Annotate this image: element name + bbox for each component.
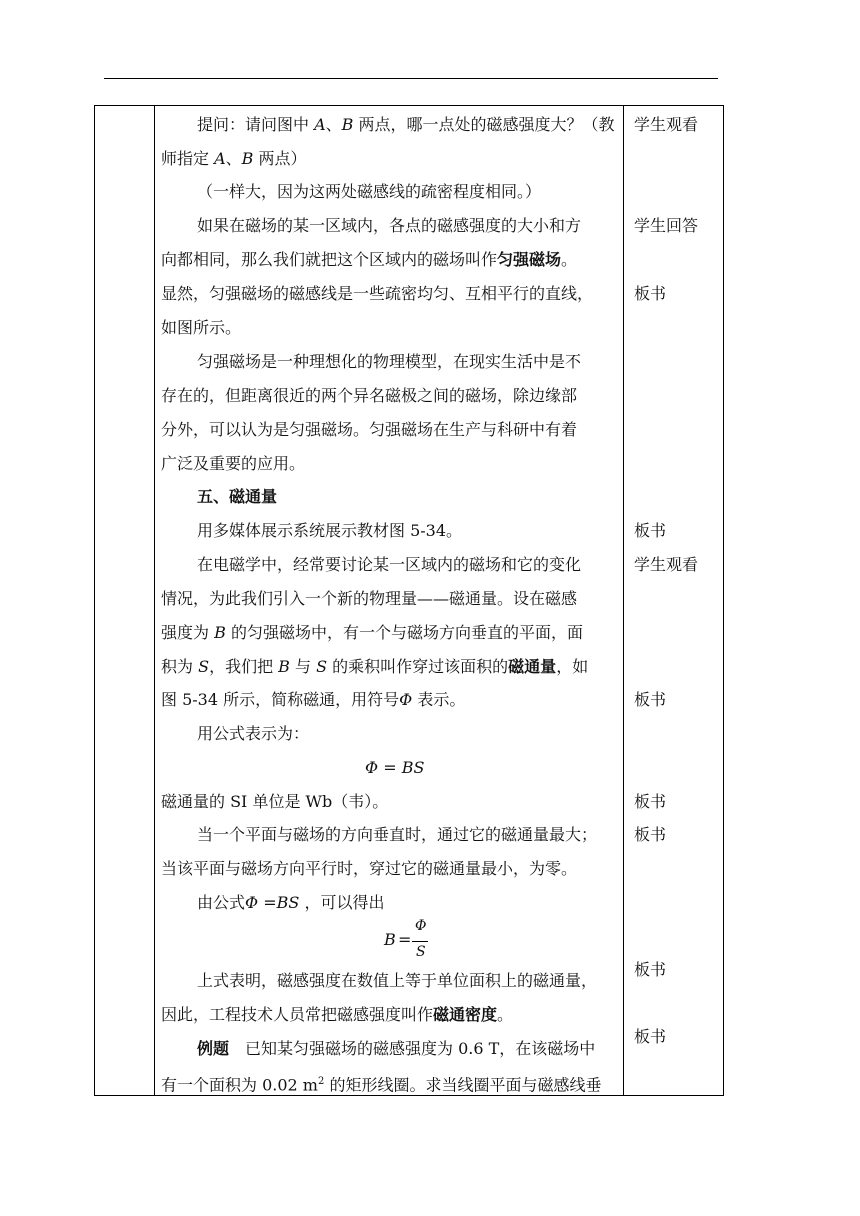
text-run: 表示。 [412,690,466,709]
example-line-1 [197,1039,595,1059]
symbol-phi: Φ [245,893,259,912]
activity-note: 学生观看 [634,555,699,574]
derive-line [197,893,384,913]
flux-line-1: 在电磁学中，经常要讨论某一区域内的磁场和它的变化 [197,555,582,574]
text-run: 积为 [161,657,199,676]
flux-density-formula [384,918,444,962]
flux-line-3 [161,623,583,643]
model-line-4: 广泛及重要的应用。 [161,454,306,473]
fraction-denominator: S [416,944,426,960]
header-rule [104,78,718,79]
text-run: 由公式 [197,893,246,912]
activity-note: 板书 [634,284,667,303]
question-line-1 [197,115,615,135]
activity-note: 板书 [634,690,667,709]
max-min-line-2: 当该平面与磁场方向平行时，穿过它的磁通量最小，为零。 [161,859,578,878]
flux-line-5 [161,690,465,710]
media-line: 用多媒体展示系统展示教材图 5-34。 [197,521,463,540]
fraction-bar [412,941,428,942]
text-run: 、 [225,149,242,168]
fraction-numerator: Φ [415,918,427,934]
flux-line-4 [161,657,588,677]
text-run: 的矩形线圈。求当线圈平面与磁感线垂 [324,1075,602,1095]
equals-sign: = [398,930,412,949]
text-run: 。 [497,1005,514,1024]
model-line-2: 存在的，但距离很近的两个异名磁极之间的磁场，除边缘部 [161,386,578,405]
activity-note: 学生观看 [634,115,699,134]
text-run: ，如 [556,657,589,676]
text-run: 师指定 [161,149,215,168]
text-run: 两点，哪一点处的磁感强度大？（教 [353,115,615,134]
model-line-1: 匀强磁场是一种理想化的物理模型，在现实生活中是不 [197,352,582,371]
term-flux-density: 磁通密度 [433,1005,498,1024]
symbol-phi: Φ [399,690,413,709]
uniform-field-line-1: 如果在磁场的某一区域内，各点的磁感强度的大小和方 [197,216,582,235]
symbol-s: S [316,657,328,676]
text-run: ，可以得出 [299,893,385,912]
uniform-field-line-3: 显然，匀强磁场的磁感线是一些疏密均匀、互相平行的直线， [161,284,594,303]
column-divider-2 [623,106,624,1095]
text-run: 提问：请问图中 [197,115,315,134]
text-run: 已知某匀强磁场的磁感强度为 0.6 T，在该磁场中 [229,1039,596,1058]
symbol-b: B [278,657,290,676]
formula-intro: 用公式表示为： [197,724,310,743]
question-line-2 [161,149,307,169]
point-a: A [214,149,226,168]
equals-sign: = [378,758,402,777]
text-run: 向都相同，那么我们就把这个区域内的磁场叫作 [161,250,498,269]
flux-line-2: 情况，为此我们引入一个新的物理量——磁通量。设在磁感 [161,589,578,608]
point-b: B [241,149,254,168]
flux-formula [365,758,424,778]
text-run: ，我们把 [209,657,279,676]
activity-note: 板书 [634,521,667,540]
point-b: B [341,115,354,134]
point-a: A [314,115,326,134]
activity-note: 板书 [634,960,667,979]
example-label: 例题 [197,1039,230,1058]
text-run: 强度为 [161,623,215,642]
example-line-2 [161,1072,601,1095]
activity-note: 板书 [634,1027,667,1046]
text-run: 。 [561,250,578,269]
symbol-bs: BS [276,893,300,912]
si-unit-line: 磁通量的 SI 单位是 Wb（韦）。 [161,792,389,811]
text-run: 因此，工程技术人员常把磁感强度叫作 [161,1005,434,1024]
activity-note: 学生回答 [634,216,699,235]
symbol-b: B [384,930,396,949]
text-run: 的匀强磁场中，有一个与磁场方向垂直的平面，面 [225,623,583,642]
text-run: 两点） [253,149,307,168]
max-min-line-1: 当一个平面与磁场的方向垂直时，通过它的磁通量最大； [197,825,598,844]
model-line-3: 分外，可以认为是匀强磁场。匀强磁场在生产与科研中有着 [161,420,578,439]
symbol-b: B [214,623,226,642]
text-run: 图 5-34 所示，简称磁通，用符号 [161,690,400,709]
superscript: 2 [317,1076,325,1087]
density-line-1: 上式表明，磁感强度在数值上等于单位面积上的磁通量， [197,971,598,990]
symbol-bs: BS [401,758,425,777]
text-run: 与 [289,657,317,676]
text-run: 、 [325,115,342,134]
term-uniform-field: 匀强磁场 [497,250,562,269]
activity-note: 板书 [634,825,667,844]
density-line-2 [161,1005,513,1025]
text-run: = [258,893,277,912]
text-run: 有一个面积为 0.02 m [161,1075,318,1095]
uniform-field-line-4: 如图所示。 [161,318,242,337]
text-run: 的乘积叫作穿过该面积的 [327,657,509,676]
symbol-phi: Φ [365,758,379,777]
term-magnetic-flux: 磁通量 [508,657,557,676]
answer-line: （一样大，因为这两处磁感线的疏密程度相同。） [197,182,542,201]
activity-note: 板书 [634,792,667,811]
symbol-s: S [198,657,210,676]
column-divider-1 [154,106,155,1095]
uniform-field-line-2 [161,250,577,270]
section-heading: 五、磁通量 [197,487,278,506]
